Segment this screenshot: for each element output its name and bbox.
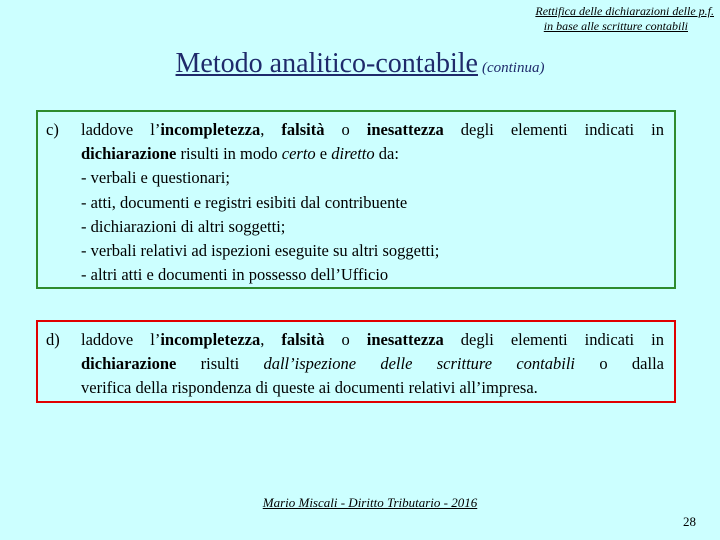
- item-d-text: risulti: [176, 354, 264, 374]
- item-c-line-1: [81, 118, 664, 142]
- item-d-body: [81, 328, 664, 401]
- item-c-bullet: - dichiarazioni di altri soggetti;: [81, 216, 286, 236]
- item-d-bold-inesattezza: inesattezza: [366, 330, 444, 349]
- item-c-body: [81, 118, 664, 287]
- item-d-text: laddove l’: [81, 330, 161, 349]
- item-c-letter: c): [46, 120, 59, 139]
- title-main: Metodo analitico-contabile: [175, 48, 478, 79]
- item-c-bullet: - verbali e questionari;: [81, 168, 230, 188]
- item-d-box: [36, 320, 676, 403]
- slide-header: [414, 4, 714, 34]
- item-c-bold-inesattezza: inesattezza: [366, 120, 444, 139]
- item-c-text: degli elementi indicati in: [443, 120, 665, 139]
- item-d-line-3: verifica della rispondenza di queste ai documenti relativi all’impresa.: [81, 378, 538, 398]
- item-d-line-1: [81, 328, 664, 352]
- header-line-2: in base alle scritture contabili: [543, 19, 688, 33]
- item-c-bullet: - verbali relativi ad ispezioni eseguite su altri soggetti;: [81, 241, 440, 261]
- item-d-text: degli elementi indicati in: [443, 330, 665, 349]
- item-d-bold-falsita: falsità: [281, 330, 325, 349]
- item-d-text: o: [324, 330, 367, 349]
- item-d-bold-dichiarazione: dichiarazione: [81, 354, 177, 374]
- page-number: 28: [683, 514, 696, 529]
- item-c-line-2: [81, 142, 664, 166]
- title-sub: (continua): [481, 60, 545, 76]
- item-c-bold-falsita: falsità: [281, 120, 325, 139]
- item-c-text: e: [315, 144, 332, 164]
- item-c-box: [36, 110, 676, 289]
- item-c-text: ,: [260, 120, 282, 139]
- item-c-italic-diretto: diretto: [331, 144, 375, 164]
- item-c-text: laddove l’: [81, 120, 161, 139]
- item-c-italic-certo: certo: [281, 144, 316, 164]
- slide-title: [0, 48, 720, 80]
- item-c-bold-dichiarazione: dichiarazione: [81, 144, 177, 164]
- item-c-text: da:: [374, 144, 399, 164]
- item-c-bullet: - altri atti e documenti in possesso dell’Ufficio: [81, 265, 389, 285]
- item-d-letter: d): [46, 330, 60, 349]
- item-d-bold-incompletezza: incompletezza: [160, 330, 261, 349]
- item-d-text: o dalla: [575, 354, 664, 374]
- item-c-bold-incompletezza: incompletezza: [160, 120, 261, 139]
- header-line-1: Rettifica delle dichiarazioni delle p.f.: [535, 4, 714, 18]
- item-d-italic-ispezione: dall’ispezione delle scritture contabili: [263, 354, 576, 374]
- item-c-bullet: - atti, documenti e registri esibiti dal contribuente: [81, 192, 408, 212]
- footer-credit: Mario Miscali - Diritto Tributario - 2016: [262, 495, 478, 510]
- item-d-text: ,: [260, 330, 282, 349]
- item-c-text: risulti in modo: [176, 144, 282, 164]
- item-d-line-2: [81, 352, 664, 376]
- item-c-text: o: [324, 120, 367, 139]
